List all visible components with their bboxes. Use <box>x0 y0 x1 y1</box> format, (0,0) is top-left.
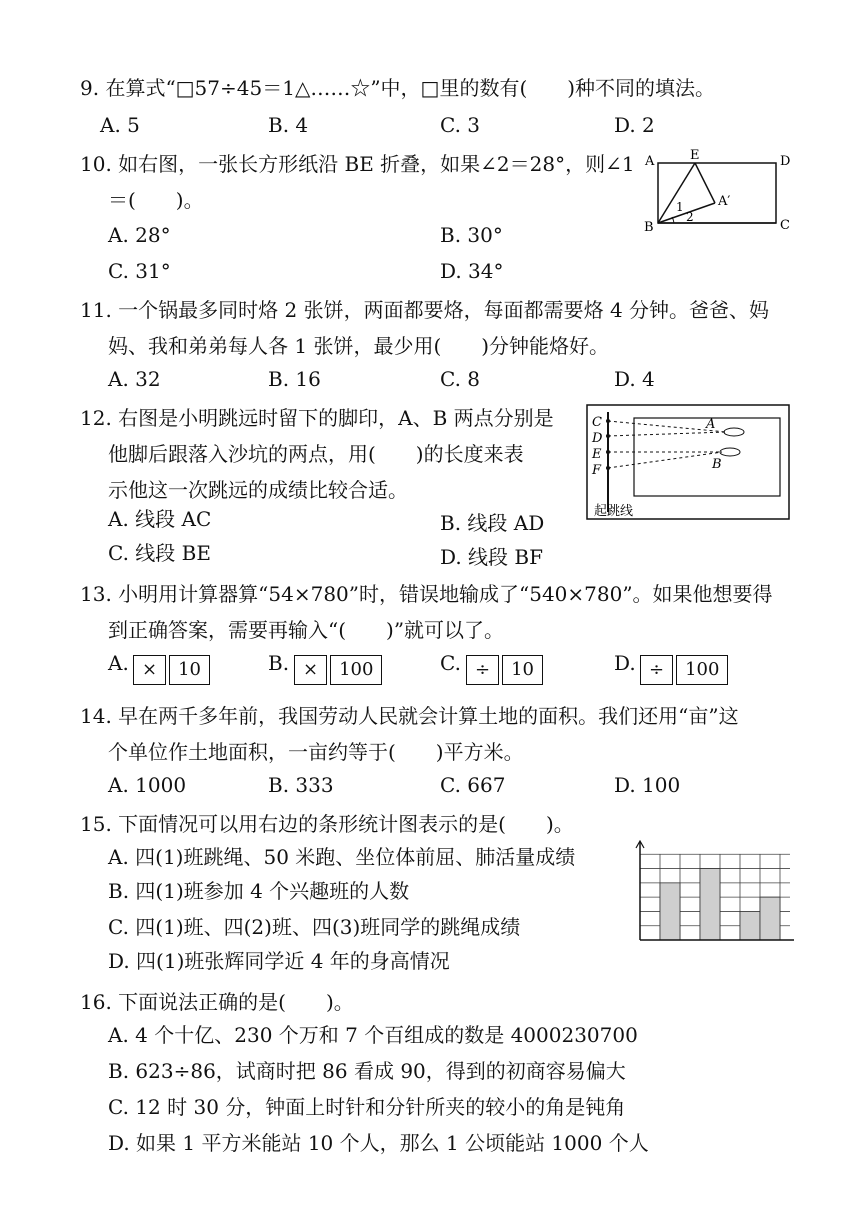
q16-option-b[interactable]: B. 623÷86，试商时把 86 看成 90，得到的初商容易偏大 <box>108 1059 626 1083</box>
label-a: A <box>645 154 655 169</box>
bar <box>740 911 760 940</box>
q9-option-d[interactable]: D. 2 <box>614 113 655 137</box>
q13-option-d-letter[interactable]: D. <box>614 651 636 675</box>
q13-stem-line2: 到正确答案，需要再输入“( )”就可以了。 <box>108 618 505 642</box>
label-d: D <box>780 154 791 169</box>
q13-option-c-letter[interactable]: C. <box>440 651 461 675</box>
label-c: C <box>592 415 602 430</box>
q10-stem-line2: ＝( )。 <box>108 188 204 212</box>
q15-option-c[interactable]: C. 四(1)班、四(2)班、四(3)班同学的跳绳成绩 <box>108 915 521 939</box>
label-b: B <box>712 457 722 472</box>
q11-stem-line1: 11. 一个锅最多同时烙 2 张饼，两面都要烙，每面都需要烙 4 分钟。爸爸、妈 <box>80 298 770 322</box>
label-angle-2: 2 <box>686 210 694 224</box>
q9-option-a[interactable]: A. 5 <box>100 113 140 137</box>
q12-stem-line3: 示他这一次跳远的成绩比较合适。 <box>108 478 408 502</box>
q12-option-c[interactable]: C. 线段 BE <box>108 541 211 565</box>
multiply-key[interactable]: × <box>133 655 166 685</box>
q13-option-a-letter[interactable]: A. <box>108 651 129 675</box>
q14-option-a[interactable]: A. 1000 <box>108 773 187 797</box>
label-angle-1: 1 <box>676 200 684 214</box>
bar <box>700 869 720 940</box>
q14-option-d[interactable]: D. 100 <box>614 773 681 797</box>
q11-option-b[interactable]: B. 16 <box>268 367 321 391</box>
q12-option-a[interactable]: A. 线段 AC <box>108 507 212 531</box>
q15-option-a[interactable]: A. 四(1)班跳绳、50 米跑、坐位体前屈、肺活量成绩 <box>108 845 576 869</box>
bar-chart <box>630 840 795 945</box>
q9-option-b[interactable]: B. 4 <box>268 113 309 137</box>
divide-key[interactable]: ÷ <box>640 655 673 685</box>
label-b: B <box>644 220 654 235</box>
long-jump-figure <box>586 404 792 522</box>
q15-option-d[interactable]: D. 四(1)班张辉同学近 4 年的身高情况 <box>108 949 450 973</box>
q14-stem-line1: 14. 早在两千多年前，我国劳动人民就会计算土地的面积。我们还用“亩”这 <box>80 704 739 728</box>
divide-key[interactable]: ÷ <box>466 655 499 685</box>
number-key[interactable]: 100 <box>676 655 728 685</box>
number-key[interactable]: 10 <box>169 655 210 685</box>
q13-option-c-keys[interactable] <box>466 655 543 685</box>
q11-option-c[interactable]: C. 8 <box>440 367 481 391</box>
q15-option-b[interactable]: B. 四(1)班参加 4 个兴趣班的人数 <box>108 879 410 903</box>
q13-option-b-letter[interactable]: B. <box>268 651 290 675</box>
bar <box>660 883 680 940</box>
multiply-key[interactable]: × <box>294 655 327 685</box>
q16-stem: 16. 下面说法正确的是( )。 <box>80 990 354 1014</box>
q9-stem: 9. 在算式“□57÷45＝1△……☆”中，□里的数有( )种不同的填法。 <box>80 76 716 100</box>
bar <box>760 897 780 940</box>
q10-option-c[interactable]: C. 31° <box>108 259 171 283</box>
q13-option-d-keys[interactable] <box>640 655 728 685</box>
takeoff-line-label: 起跳线 <box>594 504 634 519</box>
q11-option-d[interactable]: D. 4 <box>614 367 655 391</box>
q14-option-b[interactable]: B. 333 <box>268 773 334 797</box>
q10-option-d[interactable]: D. 34° <box>440 259 504 283</box>
label-f: F <box>592 463 602 478</box>
label-c: C <box>780 218 790 233</box>
q12-option-b[interactable]: B. 线段 AD <box>440 511 545 535</box>
q13-option-a-keys[interactable] <box>133 655 210 685</box>
q11-option-a[interactable]: A. 32 <box>108 367 161 391</box>
q10-option-b[interactable]: B. 30° <box>440 223 503 247</box>
q10-stem-line1: 10. 如右图，一张长方形纸沿 BE 折叠，如果∠2＝28°，则∠1 <box>80 152 635 176</box>
q12-option-d[interactable]: D. 线段 BF <box>440 545 543 569</box>
q16-option-a[interactable]: A. 4 个十亿、230 个万和 7 个百组成的数是 4000230700 <box>108 1023 638 1047</box>
q12-stem-line2: 他脚后跟落入沙坑的两点，用( )的长度来表 <box>108 442 524 466</box>
q10-option-a[interactable]: A. 28° <box>108 223 171 247</box>
q13-option-b-keys[interactable] <box>294 655 382 685</box>
label-e: E <box>690 148 700 163</box>
number-key[interactable]: 100 <box>330 655 382 685</box>
label-a: A <box>706 417 716 432</box>
q14-stem-line2: 个单位作土地面积，一亩约等于( )平方米。 <box>108 740 524 764</box>
q14-option-c[interactable]: C. 667 <box>440 773 506 797</box>
label-a-prime: A′ <box>718 194 731 209</box>
label-d: D <box>592 431 603 446</box>
q16-option-d[interactable]: D. 如果 1 平方米能站 10 个人，那么 1 公顷能站 1000 个人 <box>108 1131 649 1155</box>
folded-rectangle-figure <box>640 145 800 240</box>
q13-stem-line1: 13. 小明用计算器算“54×780”时，错误地输成了“540×780”。如果他想要得 <box>80 582 773 606</box>
q9-option-c[interactable]: C. 3 <box>440 113 481 137</box>
q15-stem: 15. 下面情况可以用右边的条形统计图表示的是( )。 <box>80 812 574 836</box>
q12-stem-line1: 12. 右图是小明跳远时留下的脚印，A、B 两点分别是 <box>80 406 554 430</box>
q16-option-c[interactable]: C. 12 时 30 分，钟面上时针和分针所夹的较小的角是钝角 <box>108 1095 626 1119</box>
label-e: E <box>592 447 602 462</box>
number-key[interactable]: 10 <box>502 655 543 685</box>
q11-stem-line2: 妈、我和弟弟每人各 1 张饼，最少用( )分钟能烙好。 <box>108 334 610 358</box>
